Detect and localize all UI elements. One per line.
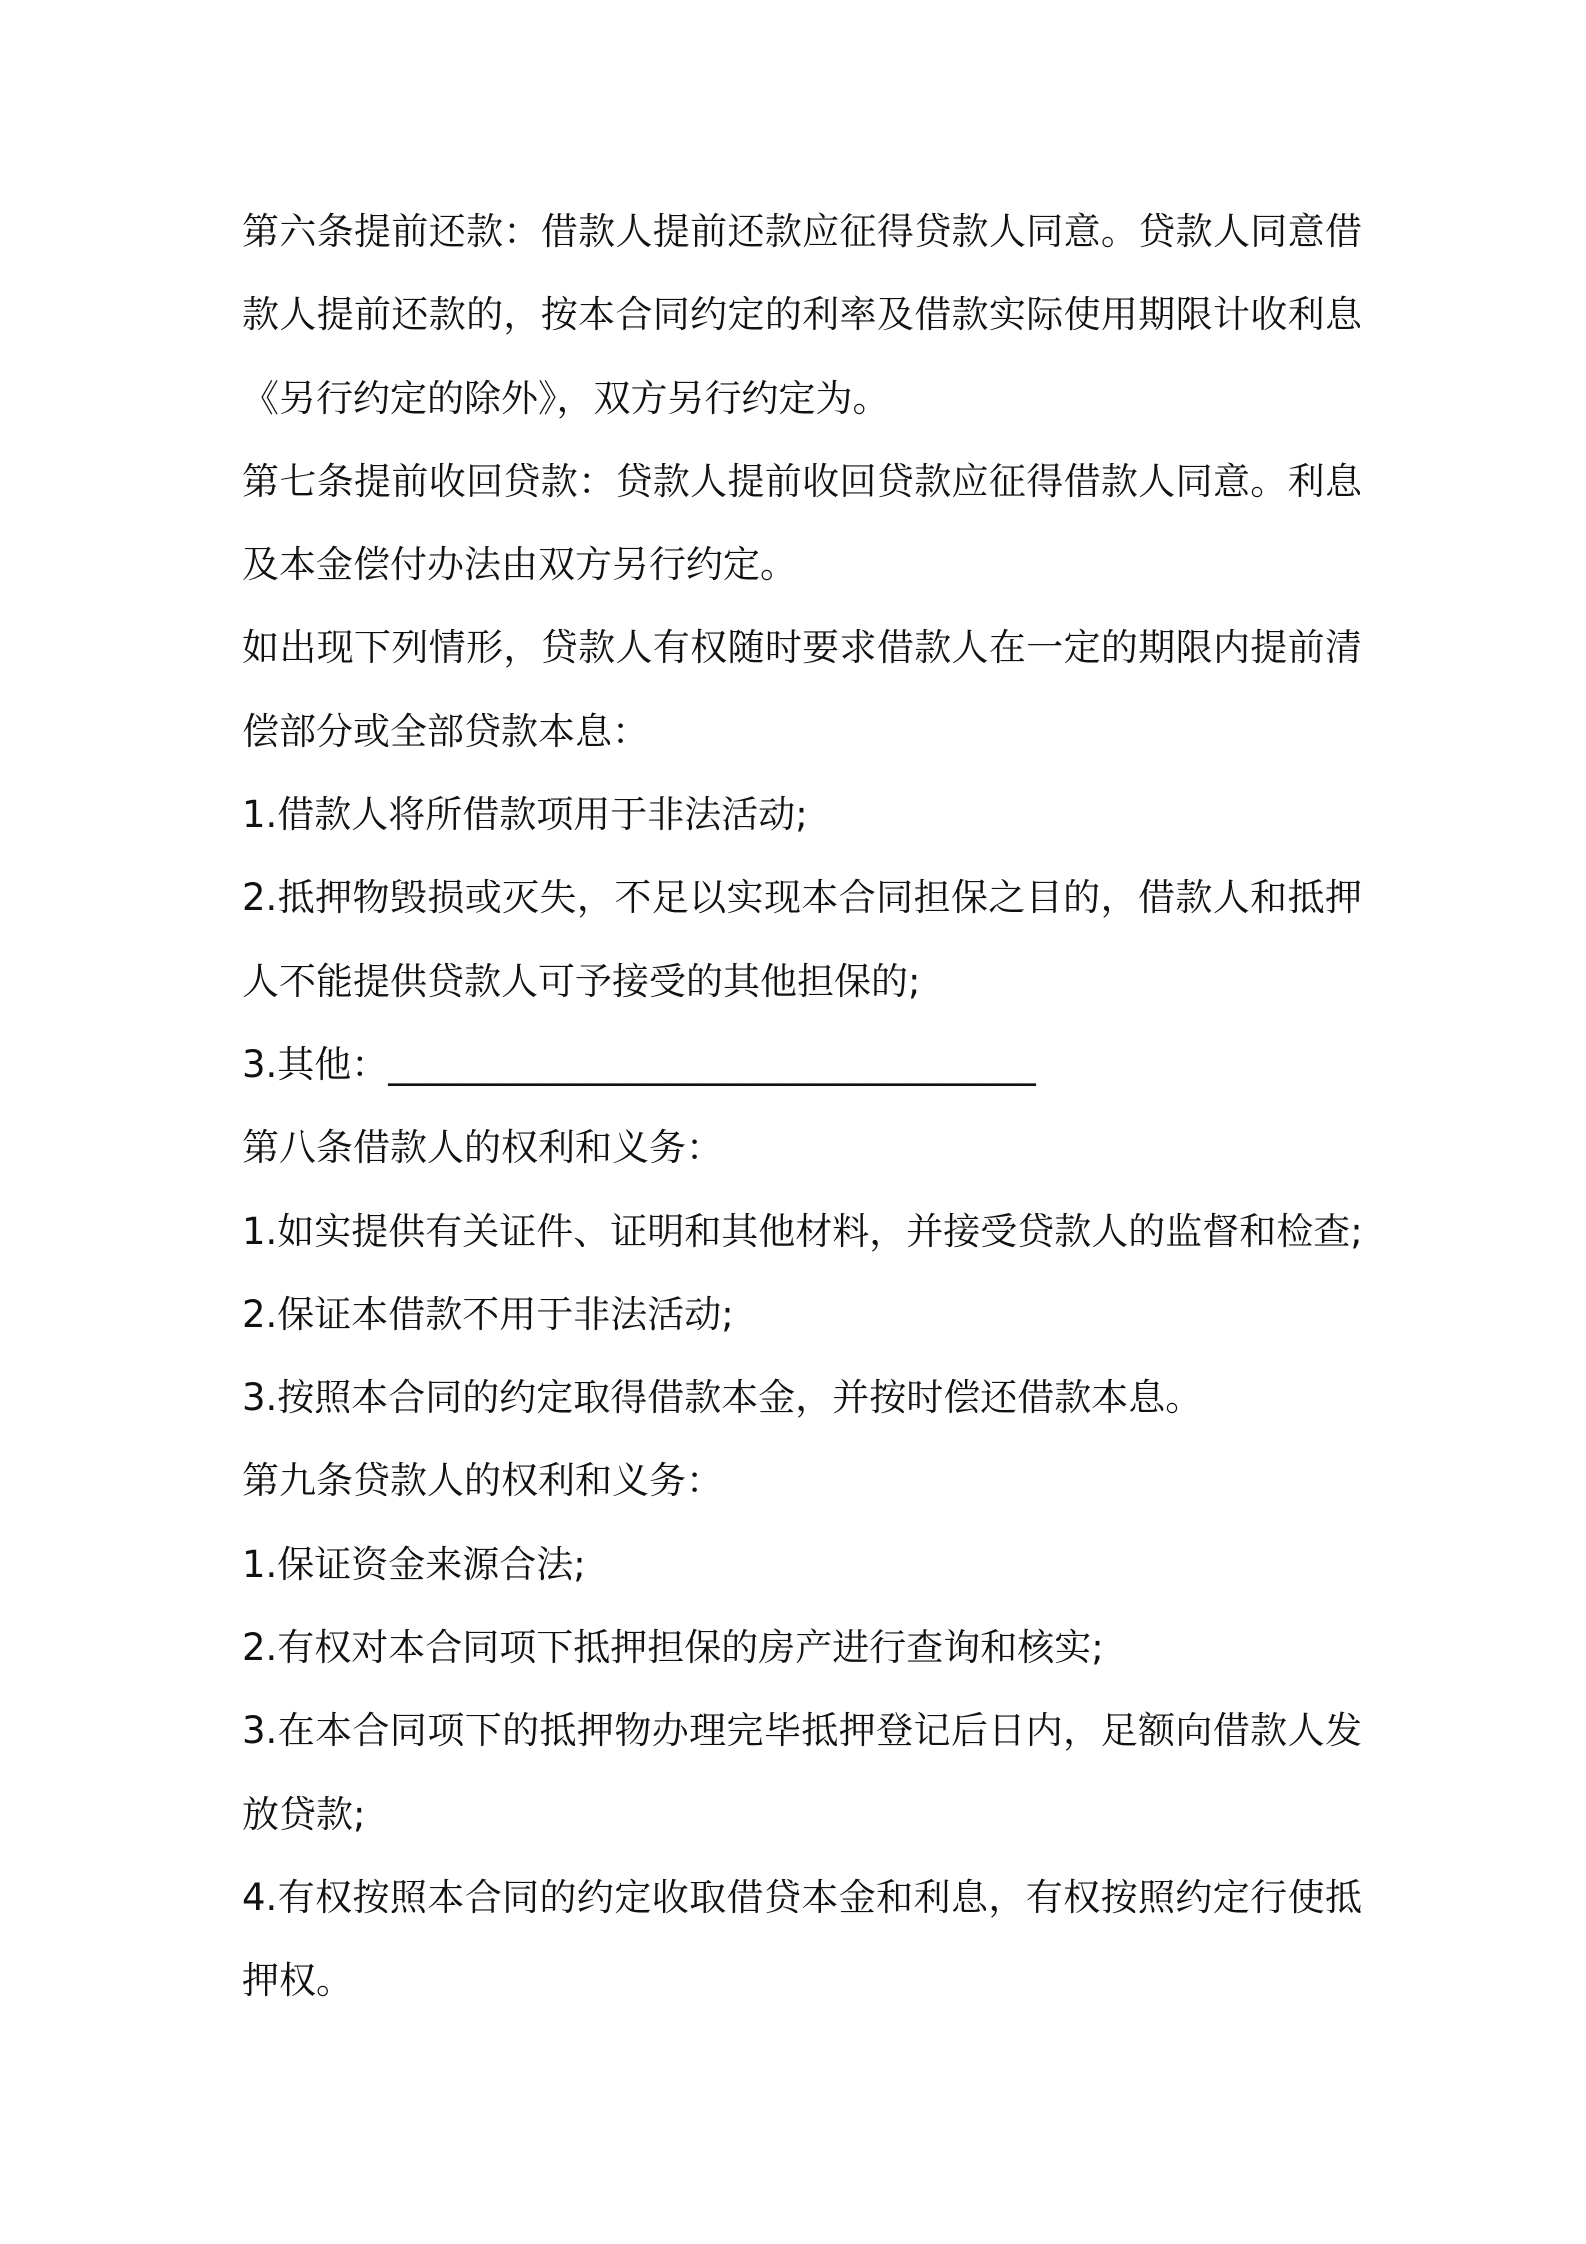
text-line: 3.在本合同项下的抵押物办理完毕抵押登记后日内，足额向借款人发 [242, 1709, 1362, 1753]
text-line: 4.有权按照本合同的约定收取借贷本金和利息，有权按照约定行使抵 [242, 1875, 1362, 1919]
text-line: 及本金偿付办法由双方另行约定。 [242, 543, 797, 587]
text-line-blank-field: 3.其他：___________________________________ [242, 1042, 1036, 1086]
text-line: 2.保证本借款不用于非法活动; [242, 1292, 734, 1336]
text-line: 3.按照本合同的约定取得借款本金，并按时偿还借款本息。 [242, 1376, 1203, 1420]
text-line: 第六条提前还款：借款人提前还款应征得贷款人同意。贷款人同意借 [242, 210, 1362, 253]
text-line: 人不能提供贷款人可予接受的其他担保的; [242, 959, 921, 1003]
text-line: 《另行约定的除外》，双方另行约定为。 [242, 376, 890, 420]
text-line: 如出现下列情形，贷款人有权随时要求借款人在一定的期限内提前清 [242, 626, 1362, 670]
text-line: 偿部分或全部贷款本息： [242, 709, 649, 753]
section-heading: 第八条借款人的权利和义务： [242, 1126, 723, 1170]
text-line: 1.如实提供有关证件、证明和其他材料，并接受贷款人的监督和检查; [242, 1209, 1363, 1253]
text-line: 2.有权对本合同项下抵押担保的房产进行查询和核实; [242, 1626, 1104, 1670]
document-body [242, 198, 1362, 2031]
text-line: 2.抵押物毁损或灭失，不足以实现本合同担保之目的，借款人和抵押 [242, 876, 1362, 920]
text-line: 款人提前还款的，按本合同约定的利率及借款实际使用期限计收利息 [242, 293, 1362, 337]
text-line: 第七条提前收回贷款：贷款人提前收回贷款应征得借款人同意。利息 [242, 459, 1362, 503]
section-heading: 第九条贷款人的权利和义务： [242, 1459, 723, 1503]
text-line: 押权。 [242, 1959, 353, 2003]
text-line: 1.借款人将所借款项用于非法活动; [242, 793, 808, 837]
text-line: 放贷款; [242, 1792, 366, 1836]
text-line: 1.保证资金来源合法; [242, 1542, 586, 1586]
